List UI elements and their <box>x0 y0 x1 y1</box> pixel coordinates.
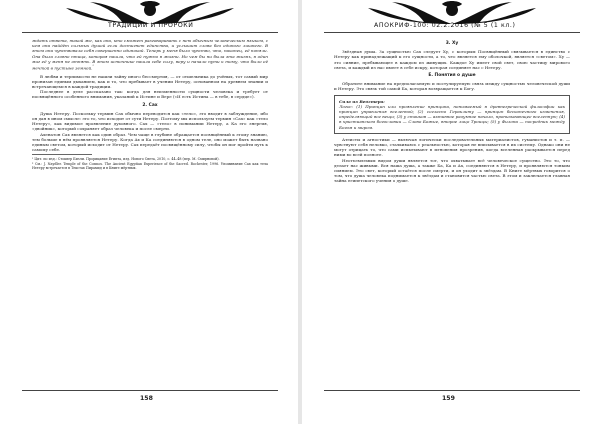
paragraph: Последнее в деле рассказано так: когда для неизменности сущности человека и требует от посвящённого особенного внимания, указаний к Истине и Вере («И есть Истина — в тебе, в сердце»). <box>32 89 268 100</box>
paragraph: Звёздная душа. За сущностью Сах следует Ху, с которым Посвящённый связывается в единство с Нетеру как принадлежащий к его сущности, а то, что является ему оболочкой, является «светом». Ху — это сияние, пребывающее в каждом из живущих. Каждое Ху имеет свой свет, свою частицу мирового света, и каждый из нас имеет в себе искру, которая соединяет нас с Нетеру. <box>334 49 570 70</box>
box-heading: Сила из Вебстера: <box>339 98 385 104</box>
footnote: ² См.: J. Naydler. Temple of the Cosmos. The Ancient Egyptian Experience of the Sacred. Rochester, 1996. Упоминание Сах как тела Нетеру встречается в Текстах Пирамид и в Книге мёртвых. <box>32 161 268 170</box>
running-header-left: ТРАДИЦИИ И ПРОРОКИ <box>108 22 194 29</box>
footer-rule-left <box>22 390 278 391</box>
footnote-rule <box>32 154 92 155</box>
paragraph: Душа Нетеру. Поскольку термин Сах обычно переводится как «тело», это вводит в заблуждение, ибо он дан в ином смысле: это то, что исходит от сути Нетеру. Поэтому мы используем термин «Сах» как «тело Нетеру», как видимое проявление духовного. Сах — «тело» в понимании Нетеру, а Ка его энергия, «двойник», который сохраняет образ человека и после смерти. <box>32 110 268 132</box>
section-title: Е. Понятия о душе <box>428 73 476 79</box>
section-title: 2. Сах <box>142 102 158 108</box>
definition-box <box>334 95 570 134</box>
paragraph: Ахенатон Сах является как один образ. Чем чаще в глубине обращается посвящённый к этому знанию, тем больше в нём проявляется Нетеру. Когда Ах и Ка соединяются в одном теле, оно может быть названо единым светом, который исходит от Нетеру. Сах передаёт посвящённому силу, чтобы он мог пройти путь к самому себе. <box>32 131 268 153</box>
paragraph: Атеисты и агностики — включая логически последовательных материалистов, гуманистов и т. п. — чувствуют себя неловко, сталкиваясь с реальностью, которая не вписывается в их систему. Однако они не могут отрицать то, что сами испытывают в мгновения прозрения, когда вселенная раскрывается перед ними во всей полноте. <box>334 136 570 158</box>
right-page <box>302 0 600 424</box>
quote-text: ждать ответа, такой же, как она, кто сможет разговаривать с нею обычным человеческим языком, с кем она найдёт сильных душой если достигнет единства, и услышит слова без единого лишнего. В этом она чувствовала себя совершенно одинокой. Теперь у меня было чувство, что, наконец, её поняли. Она была словно птица, которая нашла, что ей нужно в жизни. Но чем бы ни была эта жизнь, в один миг её у меня не отнять. В этом источнике нашла себе силу, веру и начало пути к тому, что было её мечтой в пустыне земной.$^{^1}$ <box>32 38 268 71</box>
box-text: Логос: (1) Принцип или проявление принципа, понимаемый в древнегреческой философии как принцип управления вселенной; (2) согласно Гераклиту — принцип бесконечного изменения, определяющий все вещи; (3) у стоиков — активное разумное начало, пронизывающее вселенную; (4) в христианском богословии — Слово Божие, второе лицо Троицы; (5) у Филона — посредник между Богом и миром. <box>339 103 565 130</box>
paragraph: В любви и терпимости не нашли тайну иного бессмертия, — от отшельника до учёных, тот самый мир пронизан единым дыханием, как и то, что пребывает в учении Нетеру, основанном на древнем знании и встречающемся в каждой традиции. <box>32 73 268 89</box>
header-rule-left <box>22 32 278 33</box>
footnote: ¹ Цит. по изд.: Стоквер Бизли. Прорицание Египта, изд. Нового Света, 2010, с. 44–48 (пер. М. Смирновой). <box>32 157 220 162</box>
header-rule-right <box>324 32 580 33</box>
section-title: 3. Ху <box>445 41 459 46</box>
left-body <box>32 38 268 170</box>
page-number-right: 159 <box>442 395 455 402</box>
left-page <box>0 0 298 424</box>
paragraph: Обратите внимание на предполагаемую и постулируемую связь между сущностью человеческой души и Нетеру. Это связь той самой Ба, которая возвращается к Богу. <box>334 81 570 92</box>
page-number-left: 158 <box>140 395 153 402</box>
right-body <box>334 38 570 184</box>
running-header-right: АПОКРИФ-100: 02.2.2016 (№ 5 (1 кл.) <box>374 22 516 29</box>
paragraph: Неотъемлемым видом души является тот, что охватывает всё человеческое существо. Это то, что делает нас живыми. Вся наша душа, а также Ба, Ка и Ах, соединяются в Нетеру, и проявляются тонким сиянием. Это свет, который остаётся после смерти, и он уходит к звёздам. В Книге мёртвых говорится о том, что душа человека поднимается к звёздам и становится частью света. В этом и заключается главная тайна египетского учения о душе. <box>334 157 570 184</box>
footer-rule-right <box>324 390 580 391</box>
